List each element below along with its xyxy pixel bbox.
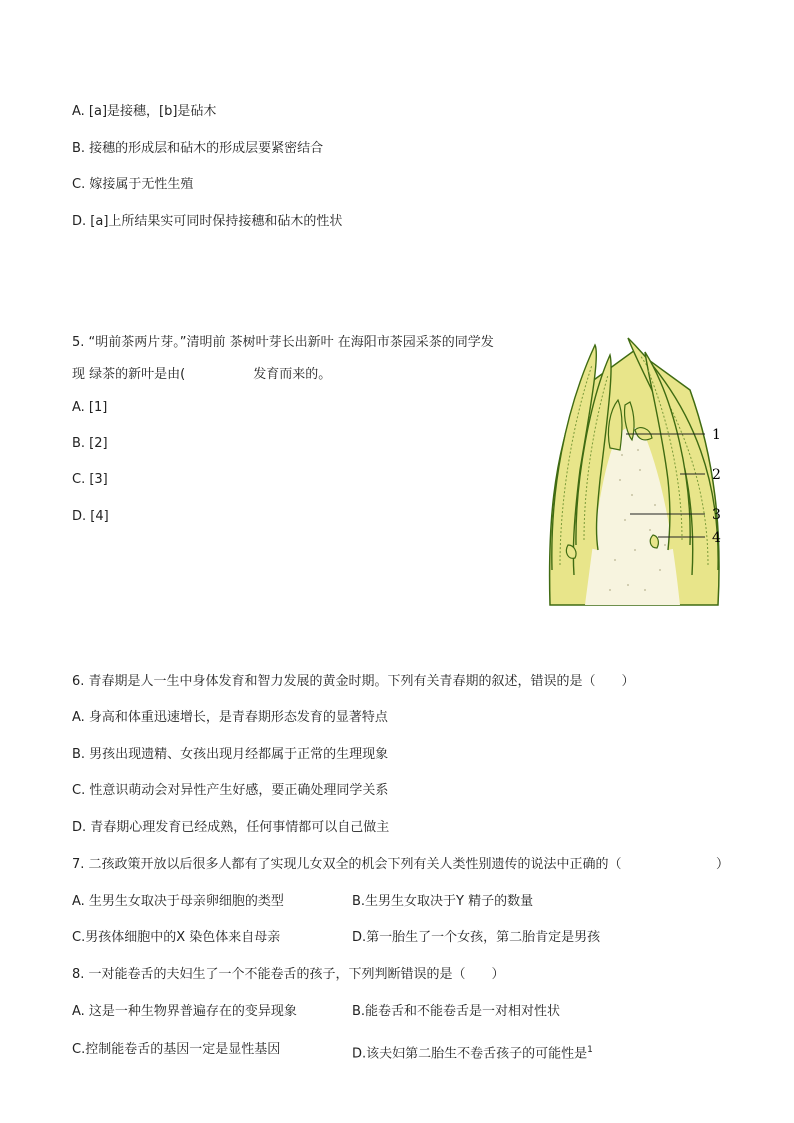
q5-stem-line1: 5. “明前茶两片芽。”清明前 茶树叶芽长出新叶 在海阳市茶园采茶的同学发 xyxy=(72,335,494,350)
q7-option-d: D.第一胎生了一个女孩，第二胎肯定是男孩 xyxy=(352,930,601,945)
q5-stem-line2-start: 现 绿茶的新叶是由( xyxy=(72,367,186,382)
q7-option-c: C.男孩体细胞中的X 染色体来自母亲 xyxy=(72,930,281,945)
figure-label-3: 3 xyxy=(712,507,721,523)
q4-option-d: D. [a]上所结果实可同时保持接穗和砧木的性状 xyxy=(72,214,343,229)
axillary-bud-right xyxy=(650,535,658,548)
q8-option-c: C.控制能卷舌的基因一定是显性基因 xyxy=(72,1042,281,1057)
figure-label-1: 1 xyxy=(712,427,721,443)
q7-stem: 7. 二孩政策开放以后很多人都有了实现儿女双全的机会下列有关人类性别遗传的说法中正确的（ xyxy=(72,857,622,872)
q5-stem-line2 xyxy=(72,366,331,384)
q4-option-a: A. [a]是接穗，[b]是砧木 xyxy=(72,104,217,119)
q8-stem: 8. 一对能卷舌的夫妇生了一个不能卷舌的孩子，下列判断错误的是（ ） xyxy=(72,967,505,982)
q5-option-d: D. [4] xyxy=(72,509,109,524)
q8-option-d-text: D.该夫妇第二胎生不卷舌孩子的可能性是 xyxy=(352,1046,588,1062)
q5-stem-line2-end: 发育而来的。 xyxy=(253,367,332,382)
q6-option-a: A. 身高和体重迅速增长，是青春期形态发育的显著特点 xyxy=(72,710,388,725)
q4-option-b: B. 接穗的形成层和砧木的形成层要紧密结合 xyxy=(72,141,324,156)
q7-option-a: A. 生男生女取决于母亲卵细胞的类型 xyxy=(72,894,284,909)
q6-option-c: C. 性意识萌动会对异性产生好感，要正确处理同学关系 xyxy=(72,783,389,798)
figure-label-4: 4 xyxy=(712,530,721,546)
q8-option-d xyxy=(352,1041,593,1063)
leaf-bud-diagram xyxy=(540,330,730,610)
figure-label-2: 2 xyxy=(712,467,721,483)
q7-stem-close: ） xyxy=(716,857,730,872)
q5-option-b: B. [2] xyxy=(72,436,108,451)
q8-option-a: A. 这是一种生物界普遍存在的变异现象 xyxy=(72,1004,297,1019)
q4-option-c: C. 嫁接属于无性生殖 xyxy=(72,177,194,192)
q6-stem: 6. 青春期是人一生中身体发育和智力发展的黄金时期。下列有关青春期的叙述，错误的是（ ） xyxy=(72,674,635,689)
q7-option-b: B.生男生女取决于Y 精子的数量 xyxy=(352,894,534,909)
q6-option-d: D. 青春期心理发育已经成熟，任何事情都可以自己做主 xyxy=(72,820,390,835)
q6-option-b: B. 男孩出现遗精、女孩出现月经都属于正常的生理现象 xyxy=(72,747,389,762)
q5-option-c: C. [3] xyxy=(72,472,108,487)
q5-option-a: A. [1] xyxy=(72,400,108,415)
q8-fraction-numerator: 1 xyxy=(587,1045,593,1055)
q8-option-b: B.能卷舌和不能卷舌是一对相对性状 xyxy=(352,1004,561,1019)
